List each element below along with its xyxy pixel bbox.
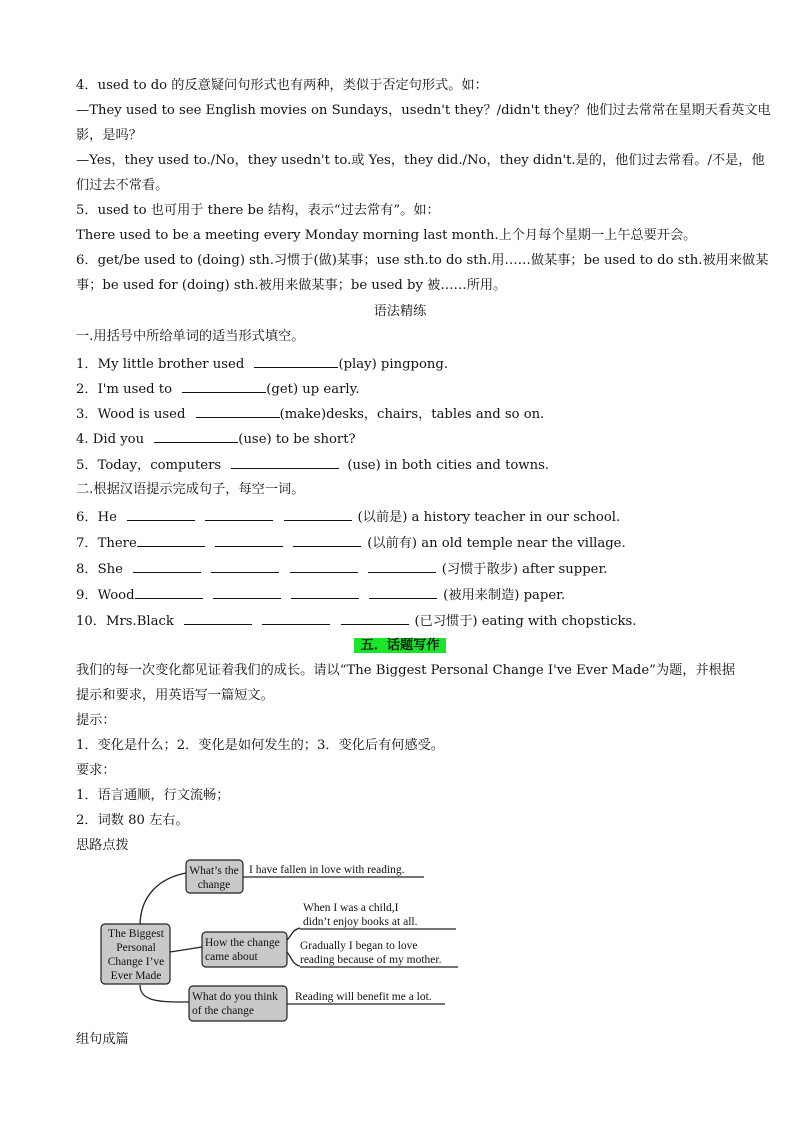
mindmap-leaf-2b-line-2: reading because of my mother. [300, 954, 442, 966]
point-4-example-1a: —They used to see English movies on Sundays，usedn't they？/didn't they？他们过去常常在星期天看英文电 [76, 103, 771, 118]
mindmap-center-line-2: Personal [116, 942, 156, 954]
question-7-text: 7．There [76, 536, 137, 551]
point-4: 4．used to do 的反意疑问句形式也有两种，类似于否定句形式。如： [76, 78, 488, 93]
mindmap-branch-1-leaf: I have fallen in love with reading. [249, 864, 405, 876]
question-2-rest: (get) up early. [266, 382, 360, 397]
point-5-example: There used to be a meeting every Monday morning last month.上个月每个星期一上午总要开会。 [76, 228, 697, 243]
question-4-text: 4. Did you [76, 432, 145, 447]
point-4-example-1b: 影，是吗？ [76, 128, 142, 143]
question-3-rest: (make)desks，chairs，tables and so on. [279, 407, 545, 422]
mindmap-center-line-1: The Biggest [108, 928, 164, 940]
writing-intro-b: 提示和要求，用英语写一篇短文。 [76, 688, 274, 703]
point-4-example-2b: 们过去不常看。 [76, 178, 169, 193]
question-10-text: 10．Mrs.Black [76, 614, 174, 629]
mindmap-leaf-2a-line-2: didn’t enjoy books at all. [303, 916, 418, 928]
requirement-label: 要求： [76, 763, 116, 778]
part1-heading: 一.用括号中所给单词的适当形式填空。 [76, 329, 305, 344]
requirement-2: 2．词数 80 左右。 [76, 813, 189, 828]
question-2-text: 2．I'm used to [76, 382, 173, 397]
mindmap-branch-1-line-1: What’s the [189, 865, 239, 877]
point-4-example-2a: —Yes，they used to./No，they usedn't to.或 Yes，they did./No，they didn't.是的，他们过去常看。/不是，他 [76, 153, 765, 168]
mindmap-branch-3-line-1: What do you think [192, 991, 278, 1003]
question-7-rest: (以前有) an old temple near the village. [367, 536, 626, 551]
mindmap-leaf-2b-line-1: Gradually I began to love [300, 940, 418, 952]
final-label: 组句成篇 [76, 1032, 129, 1047]
question-8-rest: (习惯于散步) after supper. [441, 562, 608, 577]
question-1-rest: (play) pingpong. [338, 357, 449, 372]
mindmap-center-line-4: Ever Made [110, 970, 162, 982]
point-6b: 事；be used for (doing) sth.被用来做某事；be used by 被……所用。 [76, 278, 507, 293]
hint-label: 提示： [76, 713, 116, 728]
question-9-rest: (被用来制造) paper. [443, 588, 566, 603]
question-1-text: 1．My little brother used [76, 357, 245, 372]
question-6-text: 6．He [76, 510, 117, 525]
hints: 1．变化是什么；2．变化是如何发生的；3．变化后有何感受。 [76, 738, 445, 753]
mindmap-branch-2-line-2: came about [205, 951, 258, 963]
question-9-text: 9．Wood [76, 588, 135, 603]
question-8-text: 8．She [76, 562, 123, 577]
requirement-1: 1．语言通顺，行文流畅； [76, 788, 230, 803]
mindmap-branch-3-line-2: of the change [192, 1005, 254, 1017]
question-5-rest: (use) in both cities and towns. [347, 458, 550, 473]
question-5-text: 5．Today，computers [76, 458, 222, 473]
point-6a: 6．get/be used to (doing) sth.习惯于(做)某事；use sth.to do sth.用……做某事；be used to do sth.被用来做某 [76, 253, 769, 268]
question-3-text: 3．Wood is used [76, 407, 186, 422]
writing-intro-a: 我们的每一次变化都见证着我们的成长。请以“The Biggest Personal Change I've Ever Made”为题，并根据 [76, 663, 736, 678]
question-10-rest: (已习惯于) eating with chopsticks. [414, 614, 637, 629]
mindmap-center-line-3: Change I’ve [107, 956, 165, 968]
practice-title: 语法精练 [373, 304, 427, 319]
mindmap-branch-1-line-2: change [197, 879, 231, 891]
question-6-rest: (以前是) a history teacher in our school. [357, 510, 621, 525]
point-5: 5．used to 也可用于 there be 结构，表示“过去常有”。如： [76, 203, 440, 218]
mindmap-leaf-2a-line-1: When I was a child,I [303, 902, 399, 914]
question-4-rest: (use) to be short? [238, 432, 356, 447]
mindmap-label: 思路点拨 [76, 838, 129, 853]
writing-section-title: 五．话题写作 [354, 638, 445, 653]
mindmap-branch-2-line-1: How the change [205, 937, 280, 949]
mindmap-branch-3-leaf: Reading will benefit me a lot. [295, 991, 432, 1003]
part2-heading: 二.根据汉语提示完成句子，每空一词。 [76, 482, 305, 497]
